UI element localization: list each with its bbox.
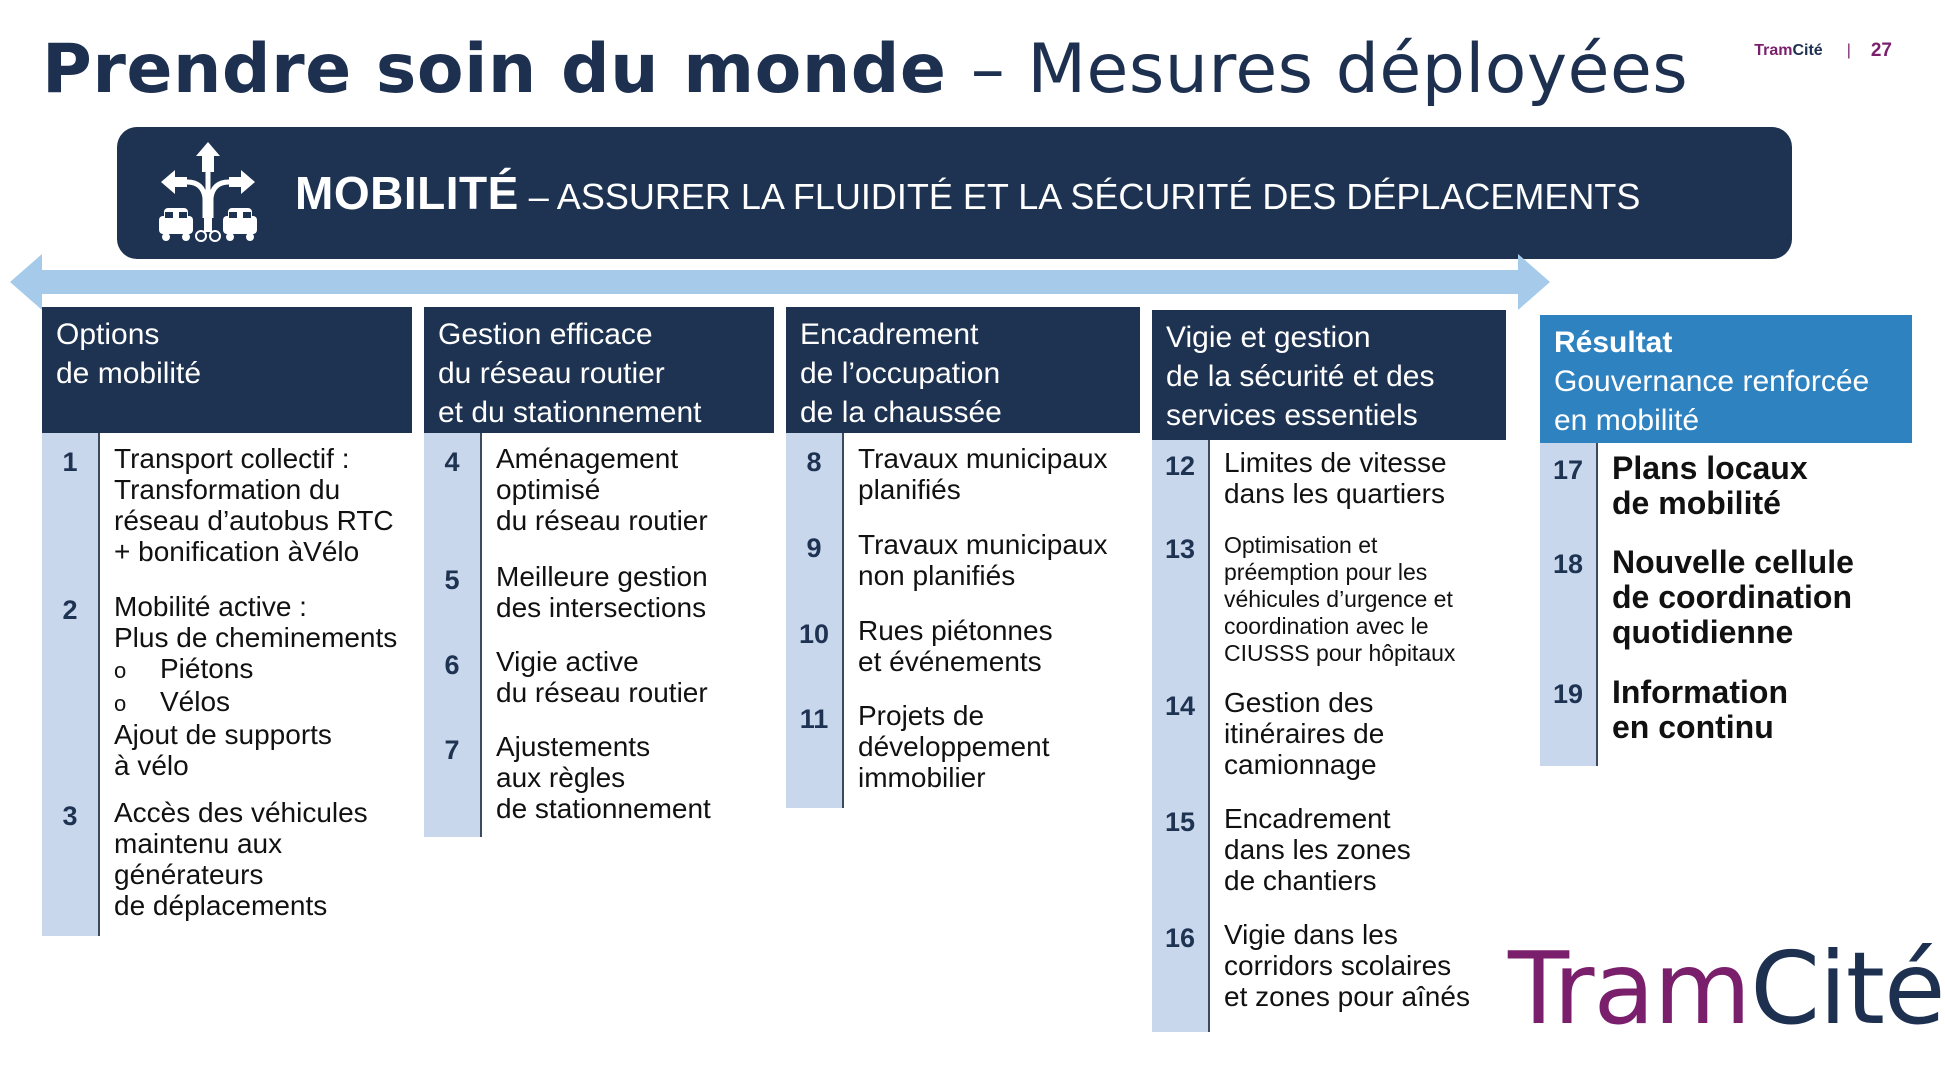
banner-title: MOBILITÉ xyxy=(295,167,519,219)
title-main: Prendre soin du monde xyxy=(42,30,947,109)
banner-text xyxy=(295,166,1640,220)
item-number: 11 xyxy=(799,704,829,734)
header-separator: | xyxy=(1846,42,1851,59)
item-number: 2 xyxy=(62,595,78,625)
title-sub: – Mesures déployées xyxy=(970,30,1689,109)
item-number: 15 xyxy=(1164,807,1196,837)
item-number: 8 xyxy=(806,447,822,477)
list-item: 12 Limites de vitesse dans les quartiers xyxy=(1152,447,1506,509)
item-number: 10 xyxy=(798,619,830,649)
list-item: 14 Gestion des itinéraires de camionnage xyxy=(1152,687,1506,780)
column-result xyxy=(1540,315,1912,745)
item-number: 3 xyxy=(62,801,78,831)
page-title xyxy=(42,30,1688,109)
column-road-network xyxy=(424,307,774,824)
list-item: 10 Rues piétonnes et événements xyxy=(786,615,1140,677)
item-number: 9 xyxy=(806,533,822,563)
item-number: 16 xyxy=(1164,923,1196,953)
column-mobility-options xyxy=(42,307,412,921)
item-number: 13 xyxy=(1164,534,1196,564)
tramcite-logo: TramCité xyxy=(1508,930,1945,1047)
item-number: 12 xyxy=(1164,451,1196,481)
list-item: 8 Travaux municipaux planifiés xyxy=(786,443,1140,505)
item-number: 5 xyxy=(444,565,460,595)
list-item: 15 Encadrement dans les zones de chantiers xyxy=(1152,803,1506,896)
bullet-item: o Piétons xyxy=(114,653,254,684)
list-item: 13 Optimisation et préemption pour les véhicules d’urgence et coordination avec le CIUSSS pour hôpitaux xyxy=(1152,532,1506,667)
column-heading: Encadrement de l’occupation de la chaussée xyxy=(786,307,1140,433)
item-number: 19 xyxy=(1552,679,1584,709)
column-heading: Options de mobilité xyxy=(42,307,412,433)
list-item: 3 Accès des véhicules maintenu aux générateurs de déplacements xyxy=(42,797,412,921)
list-item: 7 Ajustements aux règles de stationnement xyxy=(424,731,774,824)
column-safety-services xyxy=(1152,310,1506,1012)
column-heading: Gestion efficace du réseau routier et du stationnement xyxy=(424,307,774,433)
list-item: 16 Vigie dans les corridors scolaires et zones pour aînés xyxy=(1152,919,1506,1012)
list-item: 5 Meilleure gestion des intersections xyxy=(424,561,774,623)
page-number: 27 xyxy=(1870,40,1892,61)
list-item: 11 Projets de développement immobilier xyxy=(786,700,1140,793)
banner-subtitle: – ASSURER LA FLUIDITÉ ET LA SÉCURITÉ DES DÉPLACEMENTS xyxy=(518,176,1641,217)
result-heading: Résultat Gouvernance renforcée en mobilité xyxy=(1540,315,1912,443)
list-item: 6 Vigie active du réseau routier xyxy=(424,646,774,708)
column-roadway-occupancy xyxy=(786,307,1140,793)
item-number: 1 xyxy=(62,447,78,477)
item-number: 18 xyxy=(1552,549,1584,579)
item-number: 7 xyxy=(444,735,460,765)
list-item: 18 Nouvelle cellule de coordination quotidienne xyxy=(1540,545,1912,650)
list-item: 2 Mobilité active : Plus de cheminements o Piétons o Vélos Ajout de supports à vélo xyxy=(42,591,412,781)
item-number: 4 xyxy=(444,447,460,477)
item-number: 14 xyxy=(1164,691,1196,721)
list-item: 19 Information en continu xyxy=(1540,675,1912,745)
header-brand xyxy=(1754,40,1892,62)
theme-banner xyxy=(117,127,1792,259)
list-item: 9 Travaux municipaux non planifiés xyxy=(786,529,1140,591)
item-number: 6 xyxy=(444,650,460,680)
list-item: 4 Aménagement optimisé du réseau routier xyxy=(424,443,774,536)
small-logo: TramCité xyxy=(1754,42,1823,59)
bullet-item: o Vélos xyxy=(114,686,231,717)
list-item: 1 Transport collectif : Transformation du réseau d’autobus RTC + bonification àVélo xyxy=(42,443,412,567)
traffic-directions-icon xyxy=(153,138,263,248)
timeline-arrow xyxy=(10,252,1550,312)
list-item: 17 Plans locaux de mobilité xyxy=(1540,451,1912,521)
item-number: 17 xyxy=(1552,455,1584,485)
column-heading: Vigie et gestion de la sécurité et des services essentiels xyxy=(1152,310,1506,440)
